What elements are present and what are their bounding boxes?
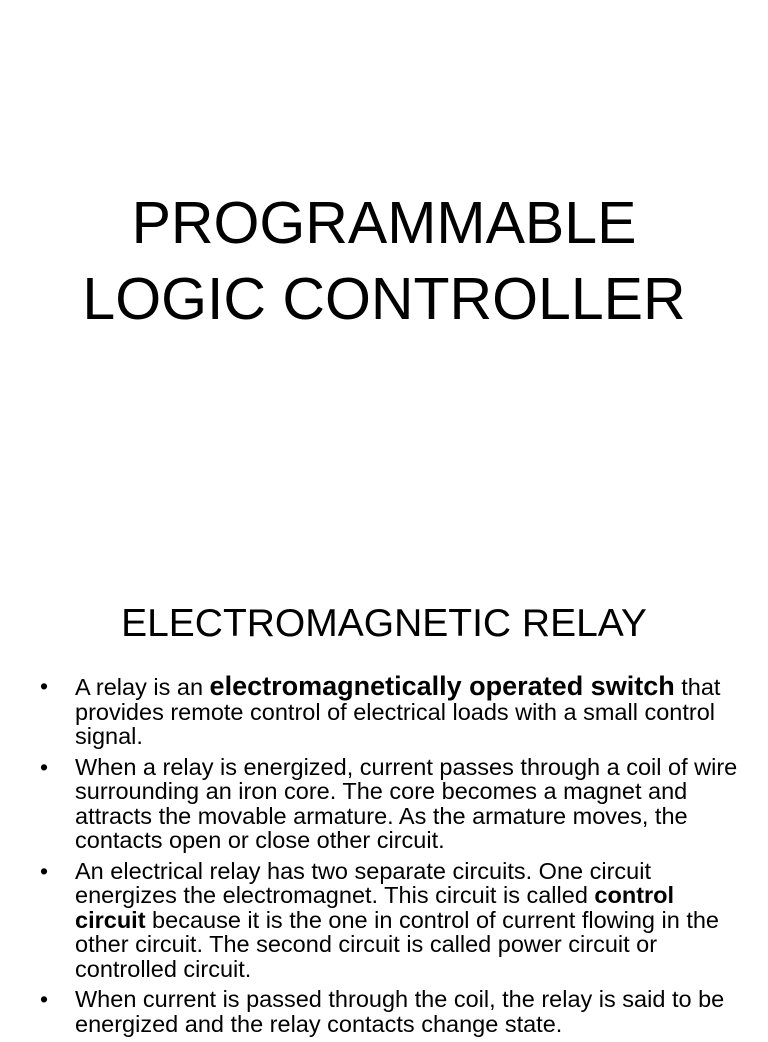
main-title-line-1: PROGRAMMABLE — [131, 190, 637, 256]
bullet-item-1 — [40, 671, 740, 749]
bullet-dot-icon: • — [40, 673, 49, 699]
bullet-1-bold: electromagnetically operated switch — [209, 671, 675, 701]
bullet-1-text-a: A relay is an — [75, 674, 210, 700]
bullet-3-text-b: because it is the one in control of current flowing in the other circuit. The second circuit is called power circuit or controlled circuit. — [75, 906, 719, 982]
main-title-line-2: LOGIC CONTROLLER — [82, 266, 686, 332]
bullet-item-2 — [40, 755, 740, 853]
bullet-item-4 — [40, 987, 740, 1036]
relay-slide — [0, 576, 768, 1037]
bullet-1-text-b: that provides remote control of electrical loads with a small control signal. — [75, 674, 721, 749]
bullet-dot-icon: • — [40, 753, 49, 780]
bullet-3-bold: control circuit — [75, 882, 675, 933]
bullet-item-3 — [40, 859, 740, 982]
bullet-3-text-a: An electrical relay has two separate circuits. One circuit energizes the electromagnet. This circuit is called — [75, 857, 651, 908]
bullet-dot-icon: • — [40, 857, 49, 884]
main-title — [0, 185, 768, 337]
bullet-2-text: When a relay is energized, current passes through a coil of wire surrounding an iron core. The core becomes a magnet and attracts the movable armature. As the armature moves, the contacts open or close other circuit. — [75, 753, 738, 853]
bullet-list — [40, 671, 740, 1042]
slide-title: ELECTROMAGNETIC RELAY — [121, 602, 647, 645]
bullet-4-text: When current is passed through the coil, the relay is said to be energized and the relay contacts change state. — [75, 986, 725, 1037]
bullet-dot-icon: • — [40, 986, 49, 1012]
